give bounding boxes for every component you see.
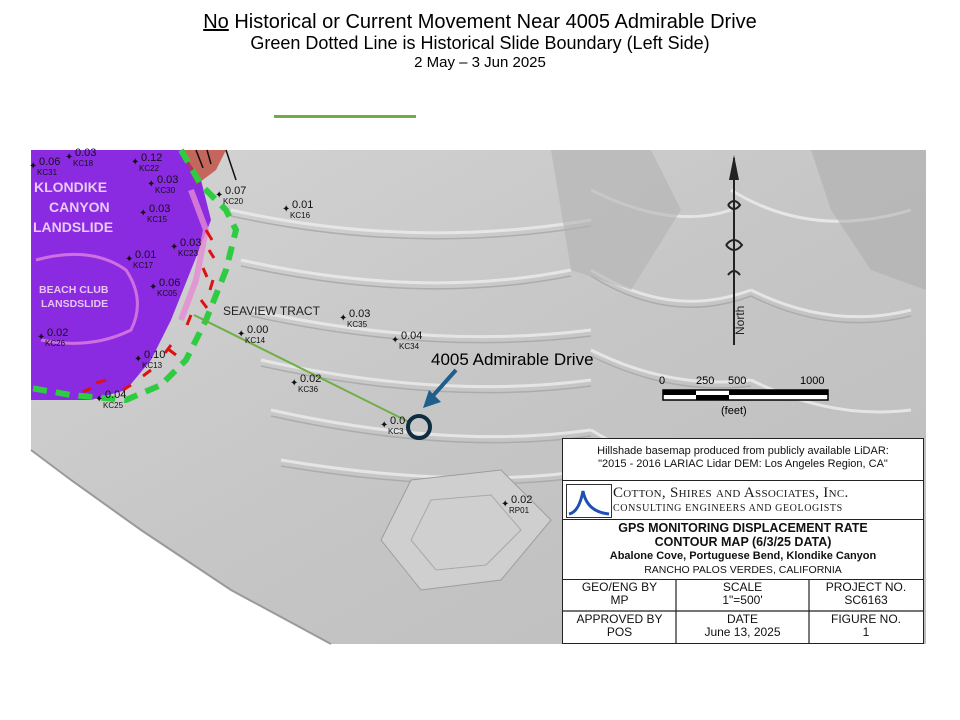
station-marker-icon: ✦ bbox=[134, 354, 143, 365]
station-value: 0.00 bbox=[247, 324, 269, 336]
landslide-label-3: LANDSLIDE bbox=[33, 219, 114, 235]
station-id: KC13 bbox=[142, 361, 163, 370]
station-marker-icon: ✦ bbox=[290, 378, 299, 389]
station-id: KC23 bbox=[178, 249, 199, 258]
station-value: 0.04 bbox=[401, 330, 423, 342]
station-value: 0.03 bbox=[180, 237, 202, 249]
station-value: 0.02 bbox=[511, 494, 533, 506]
station-value: 0.03 bbox=[349, 308, 371, 320]
project-value: SC6163 bbox=[844, 593, 888, 607]
beach-club-label-2: LANSDSLIDE bbox=[41, 298, 109, 310]
title-text: Historical or Current Movement Near 4005 Admirable Drive bbox=[228, 11, 757, 33]
station-value: 0.02 bbox=[47, 327, 69, 339]
station-marker-icon: ✦ bbox=[215, 190, 224, 201]
date-range: 2 May – 3 Jun 2025 bbox=[414, 54, 546, 71]
geo-eng-cell bbox=[563, 579, 676, 611]
beach-club-label-1: BEACH CLUB bbox=[39, 284, 109, 296]
title-emphasis: No bbox=[203, 11, 229, 33]
station-marker-icon: ✦ bbox=[147, 179, 156, 190]
seaview-tract-label: SEAVIEW TRACT bbox=[223, 304, 320, 318]
scale-tick-250: 250 bbox=[696, 375, 715, 387]
station-id: RP01 bbox=[509, 506, 530, 515]
station-value: 0.12 bbox=[141, 152, 163, 164]
station-value: 0.0 bbox=[390, 415, 406, 427]
map-title-2: CONTOUR MAP (6/3/25 DATA) bbox=[654, 535, 832, 549]
station-value: 0.03 bbox=[75, 147, 97, 159]
station-value: 0.02 bbox=[300, 373, 322, 385]
station-marker-icon: ✦ bbox=[131, 157, 140, 168]
landslide-label-1: KLONDIKE bbox=[34, 179, 108, 195]
page-title bbox=[0, 11, 960, 33]
page-subtitle: Green Dotted Line is Historical Slide Boundary (Left Side) bbox=[250, 33, 710, 53]
station-marker-icon: ✦ bbox=[380, 420, 389, 431]
date-value: June 13, 2025 bbox=[704, 625, 781, 639]
station-value: 0.04 bbox=[105, 389, 127, 401]
station-marker-icon: ✦ bbox=[237, 329, 246, 340]
scale-tick-500: 500 bbox=[728, 375, 747, 387]
firm-banner bbox=[563, 481, 923, 520]
station-marker-icon: ✦ bbox=[339, 313, 348, 324]
address-callout: 4005 Admirable Drive bbox=[431, 350, 594, 369]
station-value: 0.06 bbox=[159, 277, 181, 289]
station-value: 0.03 bbox=[149, 203, 171, 215]
approved-value: POS bbox=[606, 625, 633, 639]
station-marker-icon: ✦ bbox=[170, 242, 179, 253]
scale-tick-1000: 1000 bbox=[800, 375, 825, 387]
station-id: KC16 bbox=[290, 211, 311, 220]
station-id: KC3 bbox=[388, 427, 404, 436]
legend-green-line bbox=[274, 115, 416, 118]
source-line-1: Hillshade basemap produced from publicly available LiDAR: bbox=[597, 445, 889, 457]
station-marker-icon: ✦ bbox=[139, 208, 148, 219]
station-id: KC35 bbox=[347, 320, 368, 329]
scale-label: SCALE bbox=[722, 580, 763, 594]
station-id: KC18 bbox=[73, 159, 94, 168]
station-marker-icon: ✦ bbox=[282, 204, 291, 215]
data-source-note bbox=[563, 439, 923, 481]
source-line-2: "2015 - 2016 LARIAC Lidar DEM: Los Angeles Region, CA" bbox=[598, 458, 888, 470]
map-title-1: GPS MONITORING DISPLACEMENT RATE bbox=[618, 521, 868, 535]
station-marker-icon: ✦ bbox=[391, 335, 400, 346]
station-marker-icon: ✦ bbox=[37, 332, 46, 343]
station-id: KC15 bbox=[147, 215, 168, 224]
station-marker-icon: ✦ bbox=[125, 254, 134, 265]
firm-logo bbox=[566, 484, 612, 518]
landslide-label-2: CANYON bbox=[49, 199, 110, 215]
north-label: North bbox=[733, 305, 747, 335]
geo-eng-value: MP bbox=[610, 593, 629, 607]
figure-label: FIGURE NO. bbox=[830, 612, 901, 626]
firm-name: Cotton, Shires and Associates, Inc. bbox=[613, 485, 849, 501]
station-marker-icon: ✦ bbox=[149, 282, 158, 293]
station-id: KC17 bbox=[133, 261, 154, 270]
date-cell bbox=[676, 611, 809, 643]
station-value: 0.07 bbox=[225, 185, 247, 197]
map-area: Abalone Cove, Portuguese Bend, Klondike Canyon bbox=[609, 550, 877, 562]
firm-subtitle: CONSULTING ENGINEERS AND GEOLOGISTS bbox=[613, 503, 843, 514]
map-title-block bbox=[563, 519, 923, 580]
station-id: KC05 bbox=[157, 289, 178, 298]
station-value: 0.06 bbox=[39, 156, 61, 168]
station-id: KC20 bbox=[223, 197, 244, 206]
station-value: 0.01 bbox=[292, 199, 314, 211]
approved-label: APPROVED BY bbox=[576, 612, 663, 626]
scale-unit: (feet) bbox=[721, 405, 747, 417]
station-id: KC25 bbox=[103, 401, 124, 410]
approved-cell bbox=[563, 611, 676, 643]
project-label: PROJECT NO. bbox=[825, 580, 907, 594]
station-id: KC36 bbox=[298, 385, 319, 394]
station-id: KC34 bbox=[399, 342, 420, 351]
figure-value: 1 bbox=[862, 625, 870, 639]
geo-eng-label: GEO/ENG BY bbox=[581, 580, 658, 594]
date-label: DATE bbox=[726, 612, 759, 626]
station-id: KC26 bbox=[45, 339, 66, 348]
info-grid bbox=[563, 579, 923, 643]
station-marker-icon: ✦ bbox=[65, 152, 74, 163]
project-cell bbox=[809, 579, 923, 611]
station-marker-icon: ✦ bbox=[501, 499, 510, 510]
title-block bbox=[562, 438, 924, 644]
scale-cell bbox=[676, 579, 809, 611]
station-id: KC14 bbox=[245, 336, 266, 345]
station-value: 0.03 bbox=[157, 174, 179, 186]
station-id: KC30 bbox=[155, 186, 176, 195]
station-value: 0.10 bbox=[144, 349, 166, 361]
scale-value: 1"=500' bbox=[722, 593, 763, 607]
station-value: 0.01 bbox=[135, 249, 157, 261]
station-marker-icon: ✦ bbox=[29, 161, 38, 172]
station-id: KC22 bbox=[139, 164, 160, 173]
map-location: RANCHO PALOS VERDES, CALIFORNIA bbox=[644, 564, 842, 576]
figure-cell bbox=[809, 611, 923, 643]
station-marker-icon: ✦ bbox=[95, 394, 104, 405]
station-id: KC31 bbox=[37, 168, 58, 177]
scale-tick-0: 0 bbox=[659, 375, 666, 387]
